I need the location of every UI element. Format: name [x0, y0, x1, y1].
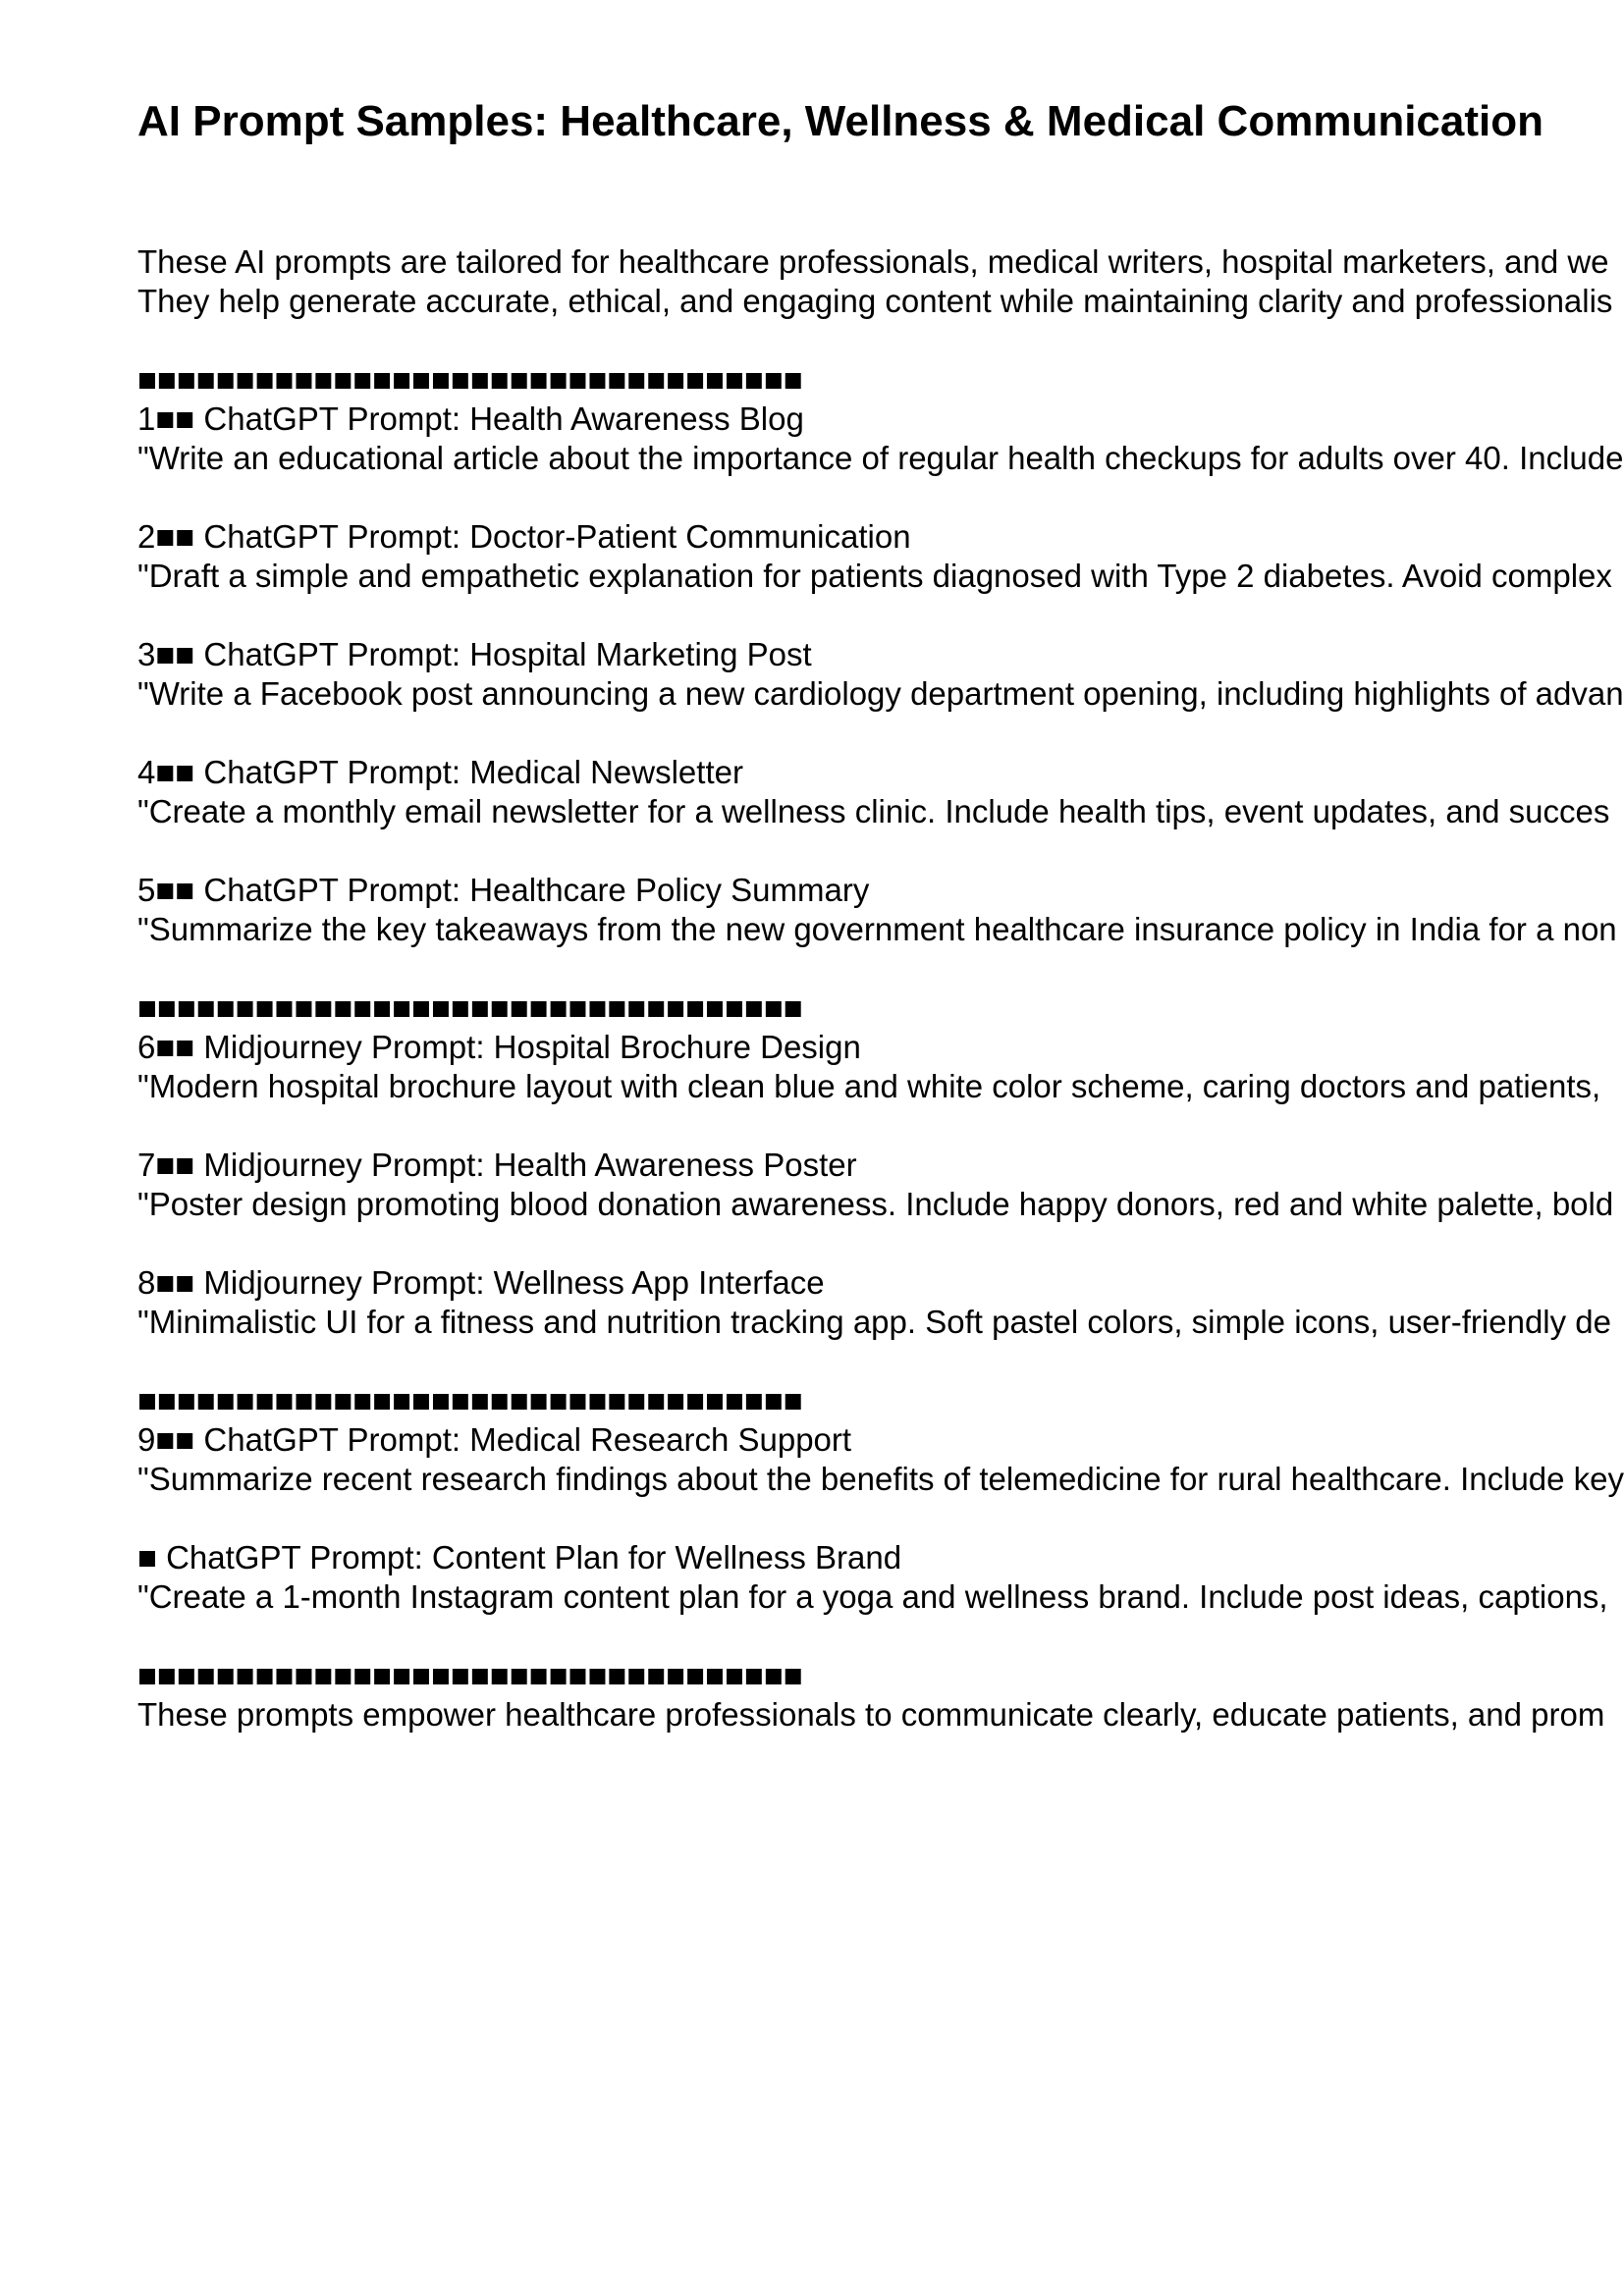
- intro-line-1: These AI prompts are tailored for healthcare professionals, medical writers, hospital marketers, and we: [137, 243, 1609, 280]
- prompt-text-9: "Summarize recent research findings about the benefits of telemedicine for rural healthcare. Include key: [137, 1461, 1624, 1497]
- prompt-text-5: "Summarize the key takeaways from the new government healthcare insurance policy in India for a non: [137, 911, 1617, 947]
- prompt-heading-5: 5■■ ChatGPT Prompt: Healthcare Policy Summary: [137, 872, 870, 908]
- document-title: AI Prompt Samples: Healthcare, Wellness & Medical Communication: [137, 97, 1543, 145]
- section-separator: ■■■■■■■■■■■■■■■■■■■■■■■■■■■■■■■■■■: [137, 989, 803, 1026]
- prompt-text-1: "Write an educational article about the importance of regular health checkups for adults over 40. Include: [137, 440, 1624, 476]
- prompt-text-2: "Draft a simple and empathetic explanation for patients diagnosed with Type 2 diabetes. Avoid complex: [137, 558, 1612, 594]
- prompt-text-7: "Poster design promoting blood donation awareness. Include happy donors, red and white palette, bold: [137, 1186, 1614, 1222]
- section-separator: ■■■■■■■■■■■■■■■■■■■■■■■■■■■■■■■■■■: [137, 1657, 803, 1693]
- prompt-text-6: "Modern hospital brochure layout with clean blue and white color scheme, caring doctors and patients,: [137, 1068, 1601, 1104]
- section-separator: ■■■■■■■■■■■■■■■■■■■■■■■■■■■■■■■■■■: [137, 1382, 803, 1418]
- prompt-heading-7: 7■■ Midjourney Prompt: Health Awareness Poster: [137, 1147, 857, 1183]
- prompt-heading-6: 6■■ Midjourney Prompt: Hospital Brochure Design: [137, 1029, 861, 1065]
- closing-text: These prompts empower healthcare professionals to communicate clearly, educate patients, and prom: [137, 1696, 1605, 1733]
- prompt-heading-1: 1■■ ChatGPT Prompt: Health Awareness Blog: [137, 400, 804, 437]
- prompt-text-10: "Create a 1-month Instagram content plan for a yoga and wellness brand. Include post ideas, captions,: [137, 1578, 1608, 1615]
- prompt-text-4: "Create a monthly email newsletter for a wellness clinic. Include health tips, event updates, and succes: [137, 793, 1610, 829]
- section-separator: ■■■■■■■■■■■■■■■■■■■■■■■■■■■■■■■■■■: [137, 361, 803, 398]
- prompt-text-3: "Write a Facebook post announcing a new cardiology department opening, including highlights of advan: [137, 675, 1624, 712]
- prompt-heading-8: 8■■ Midjourney Prompt: Wellness App Interface: [137, 1264, 825, 1301]
- prompt-heading-4: 4■■ ChatGPT Prompt: Medical Newsletter: [137, 754, 743, 790]
- prompt-heading-3: 3■■ ChatGPT Prompt: Hospital Marketing Post: [137, 636, 812, 672]
- prompt-heading-2: 2■■ ChatGPT Prompt: Doctor-Patient Communication: [137, 518, 911, 555]
- prompt-text-8: "Minimalistic UI for a fitness and nutrition tracking app. Soft pastel colors, simple icons, user-friendly de: [137, 1304, 1612, 1340]
- prompt-heading-10: ■ ChatGPT Prompt: Content Plan for Wellness Brand: [137, 1539, 902, 1575]
- prompt-heading-9: 9■■ ChatGPT Prompt: Medical Research Support: [137, 1421, 852, 1458]
- intro-line-2: They help generate accurate, ethical, and engaging content while maintaining clarity and professionalis: [137, 283, 1613, 319]
